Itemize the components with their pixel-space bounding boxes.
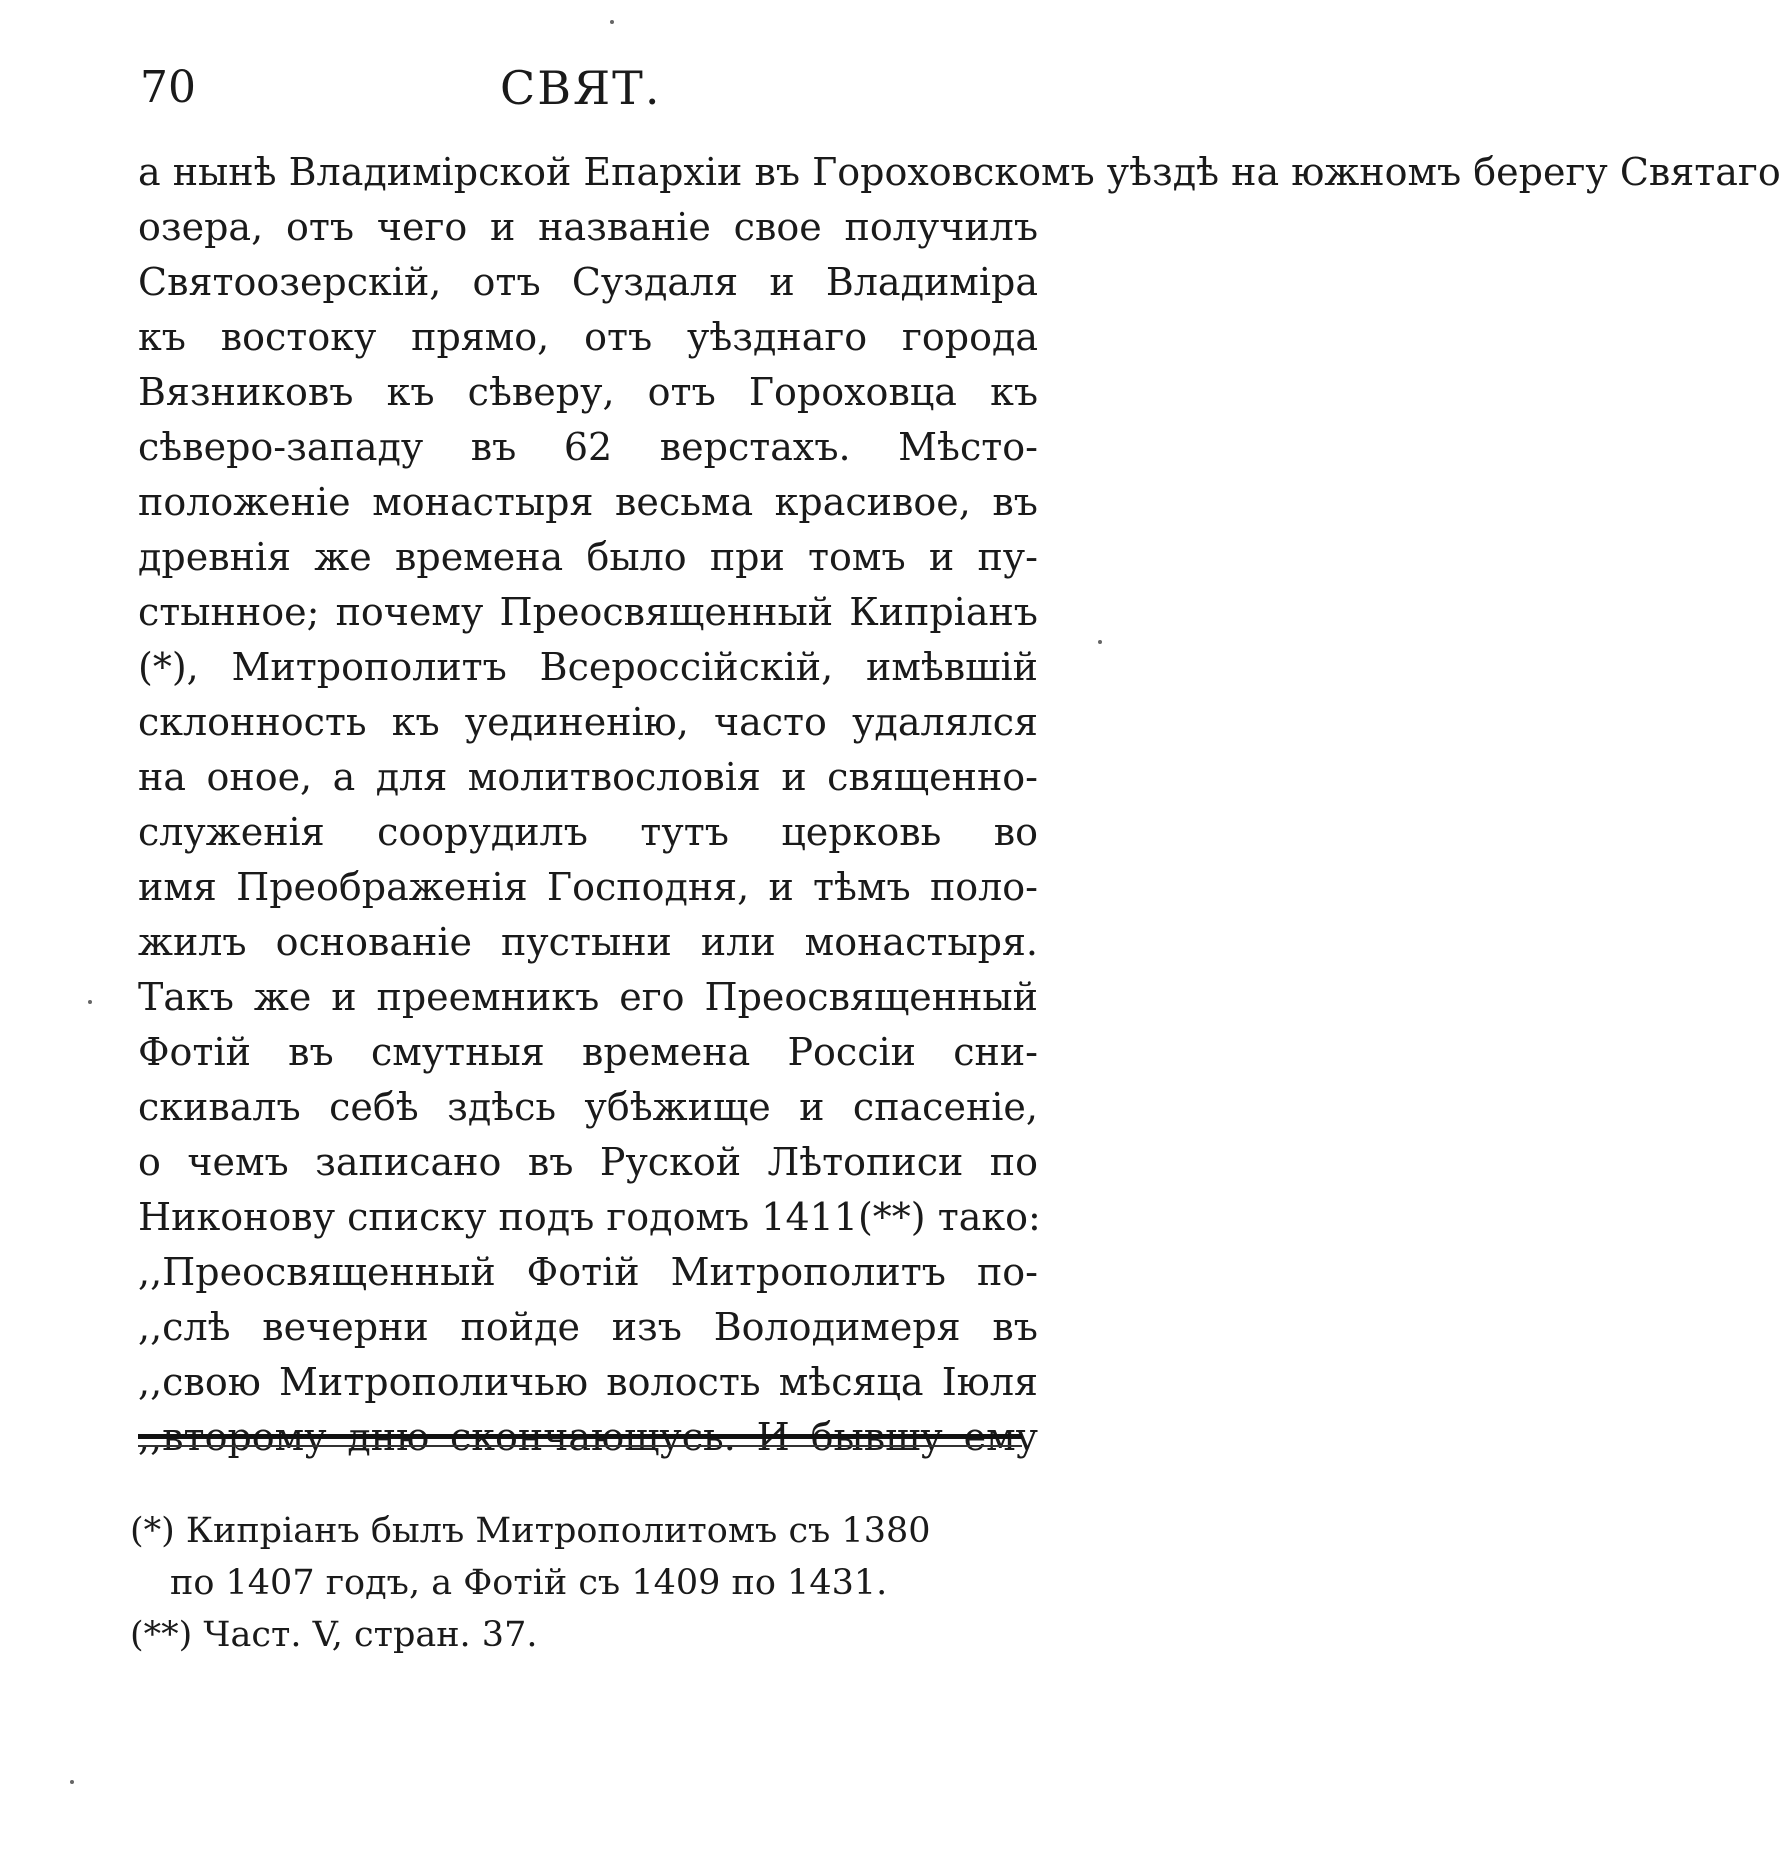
body-line: сѣверо-западу въ 62 верстахъ. Мѣсто- [138,425,1038,469]
body-text [138,145,1781,1465]
footnote-line: по 1407 годъ, а Фотій съ 1409 по 1431. [170,1563,888,1603]
body-line: ,,второму дню скончающусь. И бывшу ему [138,1415,1038,1459]
footnote-rule-thin [138,1445,1022,1447]
body-line: Такъ же и преемникъ его Преосвященный [138,975,1038,1019]
body-line: озера, отъ чего и названіе свое получилъ [138,205,1038,249]
footnote-rule [138,1434,1022,1439]
body-line: къ востоку прямо, отъ уѣзднаго города [138,315,1038,359]
paper-speck [610,20,614,24]
paper-speck [70,1780,74,1784]
body-line: Фотій въ смутныя времена Россіи сни- [138,1030,1038,1074]
body-line: имя Преображенія Господня, и тѣмъ поло- [138,865,1038,909]
running-title: СВЯТ. [500,61,662,115]
body-line: жилъ основаніе пустыни или монастыря. [138,920,1038,964]
body-line: о чемъ записано въ Руской Лѣтописи по [138,1140,1038,1184]
body-line: ,,Преосвященный Фотій Митрополитъ по- [138,1250,1038,1294]
footnote-line: (*) Кипріанъ былъ Митрополитомъ съ 1380 [130,1511,931,1551]
body-line: положеніе монастыря весьма красивое, въ [138,480,1038,524]
body-line: ,,свою Митрополичью волость мѣсяца Іюля [138,1360,1038,1404]
body-line: служенія соорудилъ тутъ церковь во [138,810,1038,854]
footnote-line: (**) Част. V, стран. 37. [130,1615,538,1655]
body-line: ,,слѣ вечерни пойде изъ Володимеря въ [138,1305,1038,1349]
paper-speck [1098,640,1102,644]
body-line: Святоозерскій, отъ Суздаля и Владиміра [138,260,1038,304]
footnotes [130,1505,1040,1661]
body-line: склонность къ уединенію, часто удалялся [138,700,1038,744]
body-line: Никонову списку подъ годомъ 1411(**) тако: [138,1195,1041,1239]
body-line: древнія же времена было при томъ и пу- [138,535,1038,579]
body-line: стынное; почему Преосвященный Кипріанъ [138,590,1038,634]
body-line: а нынѣ Владимірской Епархіи въ Гороховскомъ уѣздѣ на южномъ берегу Святаго [138,150,1781,194]
page-number: 70 [140,62,196,113]
body-line: Вязниковъ къ сѣверу, отъ Гороховца къ [138,370,1038,414]
body-line: (*), Митрополитъ Всероссійскій, имѣвшій [138,645,1038,689]
running-head [140,58,1040,118]
body-line: на оное, а для молитвословія и священно- [138,755,1038,799]
body-line: скивалъ себѣ здѣсь убѣжище и спасеніе, [138,1085,1038,1129]
paper-speck [88,1000,92,1004]
